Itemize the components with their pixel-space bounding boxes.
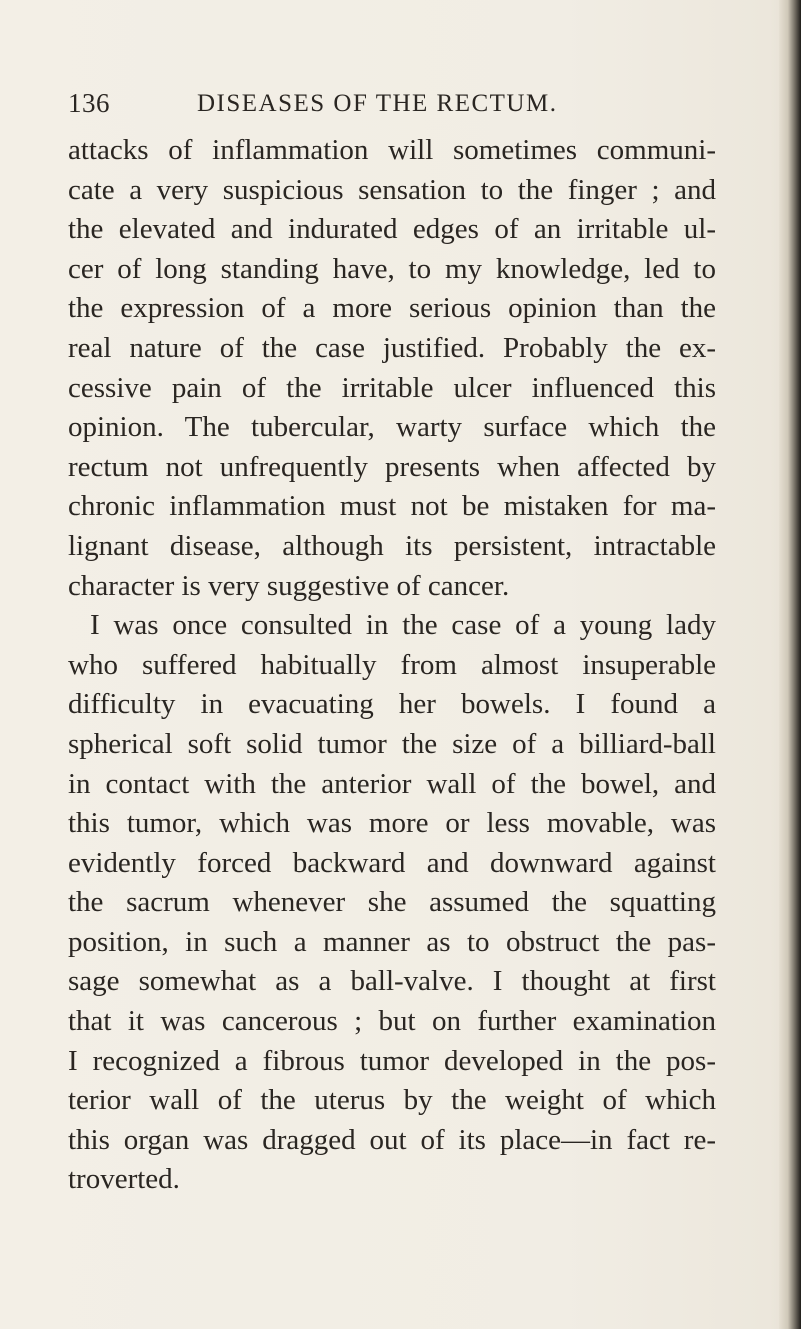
text-line: position, in such a manner as to obstruct the pas- <box>68 925 716 958</box>
text-line: the sacrum whenever she assumed the squatting <box>68 886 716 919</box>
text-line: cate a very suspicious sensation to the finger ; and <box>68 173 716 206</box>
text-line: that it was cancerous ; but on further examination <box>68 1005 716 1038</box>
page-number: 136 <box>68 88 110 118</box>
text-line: this organ was dragged out of its place—in fact re- <box>68 1123 716 1156</box>
text-line: the expression of a more serious opinion than the <box>68 292 716 325</box>
text-line: spherical soft solid tumor the size of a billiard-ball <box>68 727 716 760</box>
text-line: the elevated and indurated edges of an irritable ul- <box>68 213 716 246</box>
paragraph-start-line: I was once consulted in the case of a young lady <box>90 609 716 642</box>
text-line: real nature of the case justified. Probably the ex- <box>68 331 716 364</box>
text-line: who suffered habitually from almost insuperable <box>68 648 716 681</box>
text-line: rectum not unfrequently presents when affected by <box>68 450 716 483</box>
text-line: attacks of inflammation will sometimes communi- <box>68 134 716 166</box>
text-line: sage somewhat as a ball-valve. I thought at first <box>68 965 716 998</box>
body-text <box>68 131 716 1200</box>
text-line: difficulty in evacuating her bowels. I found a <box>68 688 716 721</box>
paragraph-end-line: troverted. <box>68 1163 180 1196</box>
text-line: this tumor, which was more or less movable, was <box>68 807 716 840</box>
running-title: DISEASES OF THE RECTUM. <box>197 90 558 117</box>
running-head <box>68 88 708 128</box>
text-line: in contact with the anterior wall of the bowel, and <box>68 767 716 800</box>
text-line: I recognized a fibrous tumor developed in the pos- <box>68 1044 716 1077</box>
book-spine-shadow <box>779 0 801 1329</box>
paragraph-end-line: character is very suggestive of cancer. <box>68 569 510 602</box>
text-line: chronic inflammation must not be mistaken for ma- <box>68 490 716 523</box>
text-line: cessive pain of the irritable ulcer influenced this <box>68 371 716 404</box>
text-line: cer of long standing have, to my knowledge, led to <box>68 252 716 285</box>
text-line: evidently forced backward and downward against <box>68 846 716 879</box>
text-line: opinion. The tubercular, warty surface which the <box>68 411 716 444</box>
text-line: terior wall of the uterus by the weight of which <box>68 1084 716 1117</box>
text-line: lignant disease, although its persistent, intractable <box>68 529 716 562</box>
